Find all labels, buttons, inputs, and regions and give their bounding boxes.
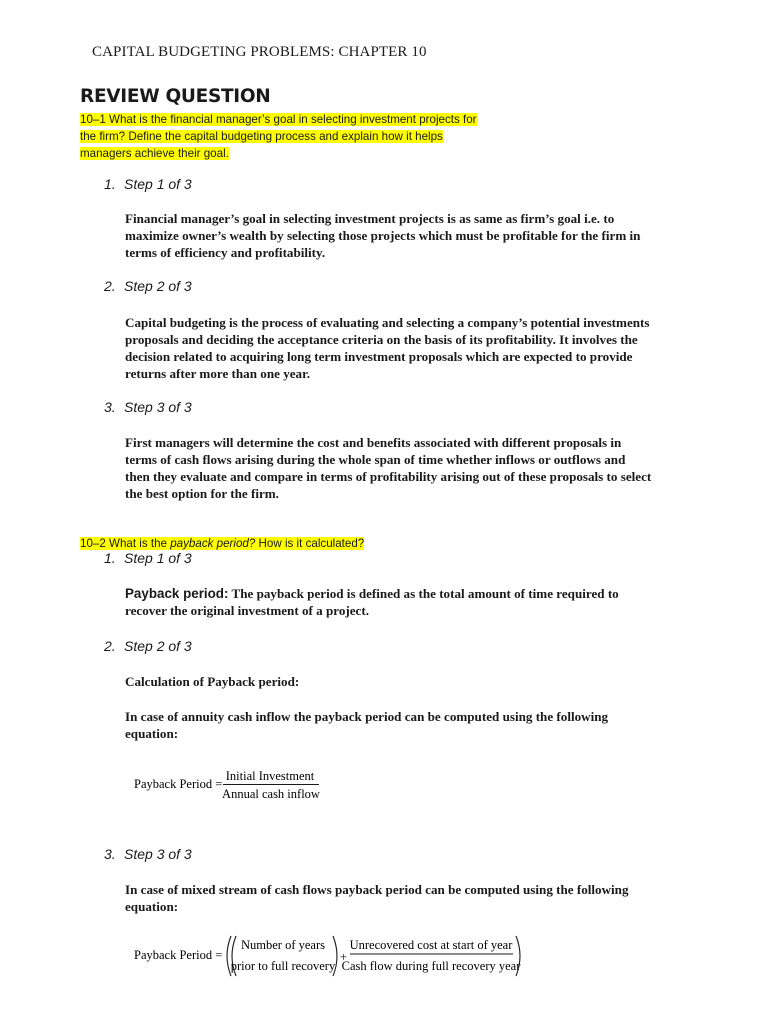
step-number: 2. — [104, 278, 116, 294]
paragraph-line: terms of cash flows arising during the whole span of time whether inflows or outflows and — [125, 452, 626, 467]
term-label: Payback period: — [125, 586, 229, 601]
step-label — [104, 399, 192, 415]
formula-denominator: Annual cash inflow — [222, 787, 320, 801]
paragraph-line: Financial manager’s goal in selecting investment projects is as same as firm’s goal i.e. to — [125, 211, 615, 226]
formula-lhs: Payback Period = — [134, 948, 223, 962]
step-label — [104, 550, 192, 566]
answer-paragraph — [125, 210, 700, 261]
question-prefix: 10–2 What is the — [80, 537, 171, 550]
term2-top: Unrecovered cost at start of year — [349, 938, 513, 952]
formula-lhs: Payback Period = — [134, 777, 223, 791]
paragraph-line: First managers will determine the cost and benefits associated with different proposals in — [125, 435, 622, 450]
question-line: the firm? Define the capital budgeting process and explain how it helps — [80, 130, 443, 143]
paragraph-line: In case of annuity cash inflow the payback period can be computed using the following — [125, 709, 609, 724]
paragraph-line: proposals and deciding the acceptance criteria on the basis of its profitability. It involves the — [125, 332, 638, 347]
term2-bottom: Cash flow during full recovery year — [341, 959, 521, 973]
step-number: 3. — [104, 846, 116, 862]
subheading-line: Calculation of Payback period: — [125, 674, 300, 689]
paragraph-line: equation: — [125, 899, 179, 914]
step-title: Step 2 of 3 — [124, 278, 192, 294]
annuity-payback-formula — [133, 765, 333, 803]
question-italic-term: payback period? — [170, 537, 256, 550]
paragraph-line: The payback period is defined as the total amount of time required to — [228, 586, 619, 601]
plus-sign: + — [340, 950, 348, 964]
step-label — [104, 176, 192, 192]
step-number: 1. — [104, 176, 116, 192]
question-line: 10–1 What is the financial manager’s goal in selecting investment projects for — [80, 113, 477, 126]
mixed-stream-payback-formula — [133, 932, 533, 980]
step-label — [104, 846, 192, 862]
answer-paragraph — [125, 881, 700, 915]
paragraph-line: equation: — [125, 726, 179, 741]
step-label — [104, 638, 192, 654]
step-label — [104, 278, 192, 294]
term1-top: Number of years — [241, 938, 325, 952]
paragraph-line: then they evaluate and compare in terms of profitability arising out of these proposals to select — [125, 469, 652, 484]
step-number: 3. — [104, 399, 116, 415]
question-10-1 — [80, 111, 477, 162]
step-number: 1. — [104, 550, 116, 566]
paragraph-line: maximize owner’s wealth by selecting those projects which must be profitable for the firm in — [125, 228, 641, 243]
step-title: Step 1 of 3 — [124, 176, 192, 192]
answer-paragraph — [125, 708, 700, 742]
step-title: Step 2 of 3 — [124, 638, 192, 654]
document-title: CAPITAL BUDGETING PROBLEMS: CHAPTER 10 — [92, 44, 427, 60]
paragraph-line: decision related to acquiring long term investment proposals which are expected to provide — [125, 349, 633, 364]
answer-paragraph — [125, 434, 700, 502]
paragraph-line: In case of mixed stream of cash flows payback period can be computed using the following — [125, 882, 629, 897]
answer-subheading — [125, 673, 700, 690]
step-title: Step 3 of 3 — [124, 846, 192, 862]
paragraph-line: Capital budgeting is the process of evaluating and selecting a company’s potential investments — [125, 315, 650, 330]
section-heading: REVIEW QUESTION — [80, 86, 271, 107]
step-title: Step 1 of 3 — [124, 550, 192, 566]
formula-numerator: Initial Investment — [225, 769, 315, 783]
answer-paragraph — [125, 585, 700, 619]
paragraph-line: terms of efficiency and profitability. — [125, 245, 326, 260]
paragraph-line: recover the original investment of a project. — [125, 603, 369, 618]
question-line: managers achieve their goal. — [80, 147, 229, 160]
term1-bottom: prior to full recovery — [230, 959, 336, 973]
step-number: 2. — [104, 638, 116, 654]
question-suffix: How is it calculated? — [255, 537, 365, 550]
step-title: Step 3 of 3 — [124, 399, 192, 415]
paragraph-line: returns after more than one year. — [125, 366, 310, 381]
answer-paragraph — [125, 314, 700, 382]
paragraph-line: the best option for the firm. — [125, 486, 279, 501]
